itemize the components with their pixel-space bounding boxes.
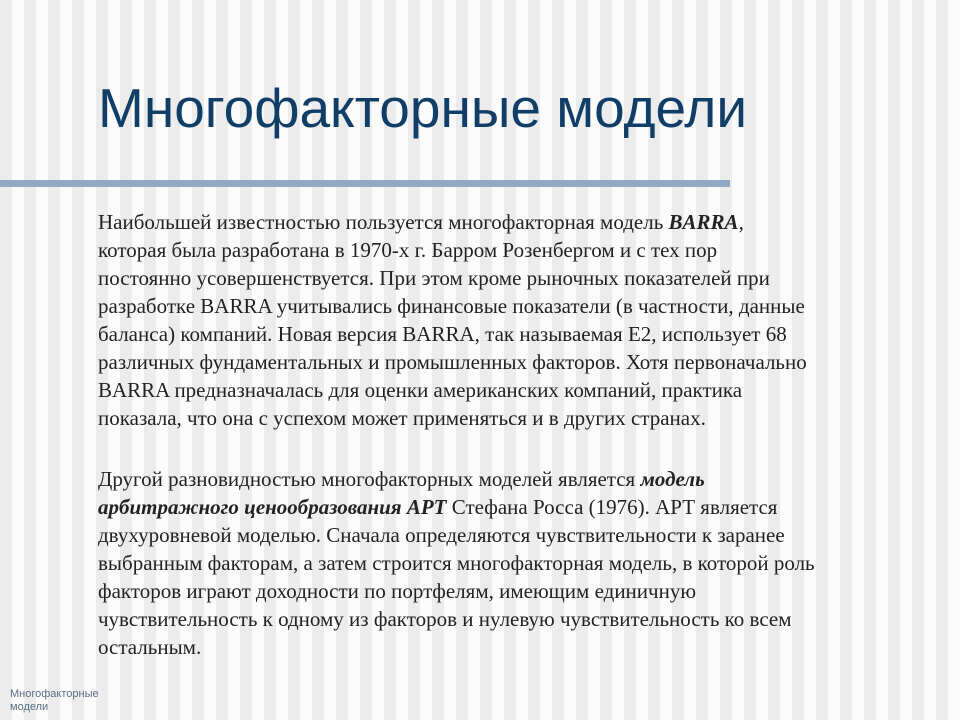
slide-body: [98, 208, 928, 661]
paragraph-text: Наибольшей известностью пользуется многофакторная модель: [98, 210, 669, 234]
emphasis-apt: арбитражного ценообразования АРТ: [98, 495, 447, 519]
paragraph-text: Другой разновидностью многофакторных моделей является: [98, 467, 641, 491]
paragraph-text: показала, что она с успехом может применяться и в других странах.: [98, 406, 706, 430]
paragraph-text: Стефана Росса (1976). АРТ является: [446, 495, 778, 519]
paragraph-text: выбранным факторам, а затем строится многофакторная модель, в которой роль: [98, 551, 815, 575]
title-divider: [0, 180, 730, 187]
emphasis-barra: BARRA: [668, 210, 739, 234]
emphasis-model: модель: [640, 467, 705, 491]
paragraph-text: ,: [738, 210, 744, 234]
paragraph-text: которая была разработана в 1970-х г. Барром Розенбергом и с тех пор: [98, 238, 718, 262]
paragraph-text: различных фундаментальных и промышленных факторов. Хотя первоначально: [98, 350, 807, 374]
paragraph-text: чувствительность к одному из факторов и нулевую чувствительность ко всем: [98, 607, 792, 631]
paragraph-apt: [98, 465, 928, 661]
paragraph-text: BARRA предназначалась для оценки американских компаний, практика: [98, 378, 743, 402]
paragraph-barra: [98, 208, 928, 432]
paragraph-text: остальным.: [98, 635, 202, 659]
paragraph-text: факторов играют доходности по портфелям, имеющим единичную: [98, 579, 697, 603]
paragraph-text: баланса) компаний. Новая версия BARRA, так называемая E2, использует 68: [98, 322, 787, 346]
paragraph-text: разработке BARRA учитывались финансовые показатели (в частности, данные: [98, 294, 805, 318]
paragraph-text: постоянно усовершенствуется. При этом кроме рыночных показателей при: [98, 266, 770, 290]
paragraph-text: двухуровневой моделью. Сначала определяются чувствительности к заранее: [98, 523, 785, 547]
slide-title: Многофакторные модели: [98, 77, 748, 139]
slide-footer: Многофакторные модели: [10, 688, 99, 713]
